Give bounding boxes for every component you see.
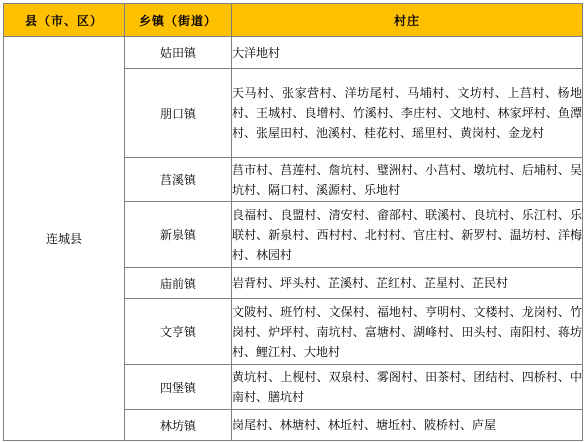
villages-cell: 良福村、良盟村、清安村、畲部村、联溪村、良坑村、乐江村、乐联村、新泉村、西村村、北村村、官庄村、新罗村、温坊村、洋梅村、林园村 <box>232 202 583 268</box>
villages-cell: 天马村、张家营村、洋坊尾村、马埔村、文坊村、上莒村、杨地村、王城村、良增村、竹溪村、李庄村、文地村、林家坪村、鱼潭村、张屋田村、池溪村、桂花村、瑶里村、黄岗村、金龙村 <box>232 69 583 158</box>
villages-cell: 岩背村、坪头村、芷溪村、芷红村、芷星村、芷民村 <box>232 268 583 299</box>
villages-cell: 文陂村、班竹村、文保村、福地村、亨明村、文楼村、龙岗村、竹岗村、炉坪村、南坑村、富塘村、湖峰村、田头村、南阳村、蒋坊村、鲤江村、大地村 <box>232 299 583 365</box>
town-cell: 庙前镇 <box>125 268 232 299</box>
villages-cell: 大洋地村 <box>232 37 583 69</box>
header-row <box>4 4 583 37</box>
town-cell: 林坊镇 <box>125 410 232 441</box>
town-cell: 朋口镇 <box>125 69 232 158</box>
header-county: 县（市、区） <box>4 4 125 37</box>
villages-cell: 莒市村、莒莲村、詹坑村、璧洲村、小莒村、墩坑村、后埔村、吴坑村、隔口村、溪源村、乐地村 <box>232 158 583 202</box>
town-cell: 四堡镇 <box>125 365 232 410</box>
village-table <box>3 3 583 441</box>
villages-cell: 岗尾村、林塘村、林坵村、塘坵村、陂桥村、庐屋 <box>232 410 583 441</box>
county-cell: 连城县 <box>4 37 125 441</box>
header-town: 乡镇（街道） <box>125 4 232 37</box>
town-cell: 莒溪镇 <box>125 158 232 202</box>
table-row <box>4 37 583 69</box>
villages-cell: 黄坑村、上枧村、双泉村、雾阁村、田茶村、团结村、四桥村、中南村、膳坑村 <box>232 365 583 410</box>
header-villages: 村庄 <box>232 4 583 37</box>
town-cell: 姑田镇 <box>125 37 232 69</box>
town-cell: 文亨镇 <box>125 299 232 365</box>
town-cell: 新泉镇 <box>125 202 232 268</box>
